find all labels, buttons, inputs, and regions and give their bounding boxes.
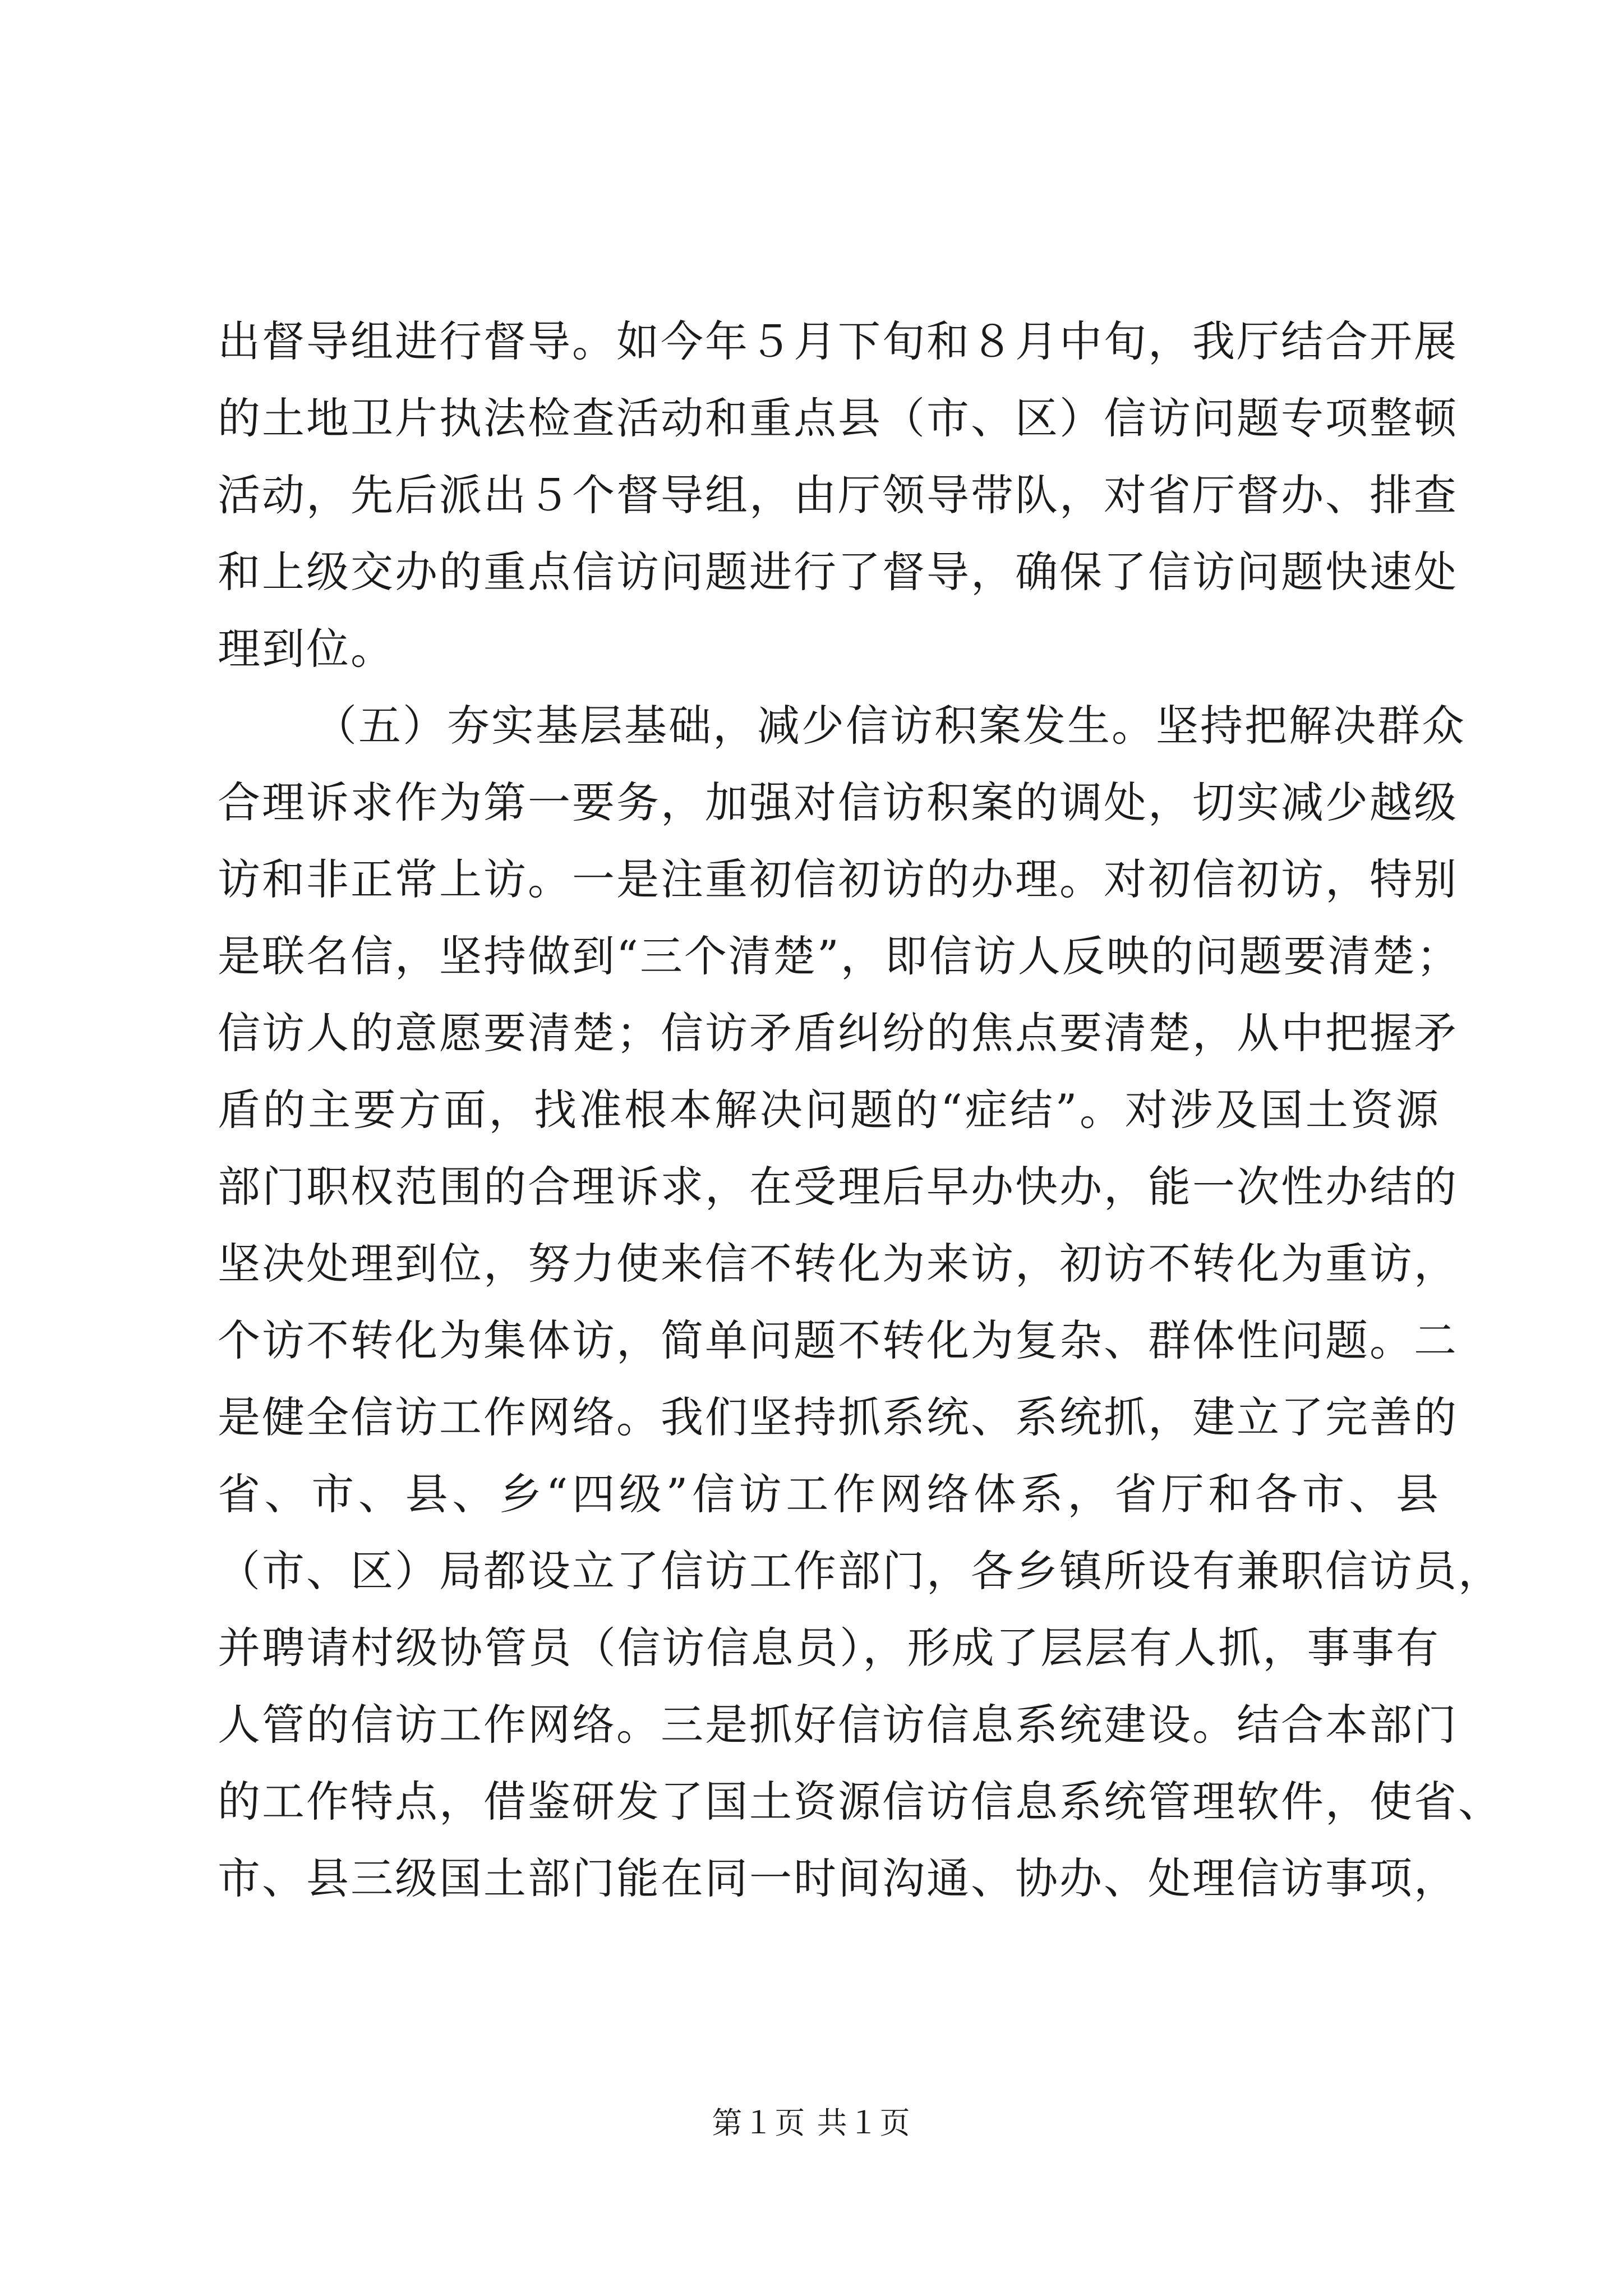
- text-line: 的土地卫片执法检查活动和重点县（市、区）信访问题专项整顿: [218, 393, 1458, 443]
- document-body: [218, 303, 1502, 1917]
- text-line: 省、市、县、乡“四级”信访工作网络体系，省厅和各市、县: [218, 1469, 1440, 1519]
- text-line: 是联名信，坚持做到“三个清楚”，即信访人反映的问题要清楚；: [218, 931, 1461, 981]
- text-line: 合理诉求作为第一要务，加强对信访积案的调处，切实减少越级: [218, 777, 1458, 827]
- text-line: 盾的主要方面，找准根本解决问题的“症结”。对涉及国土资源: [218, 1085, 1440, 1135]
- text-line: 访和非正常上访。一是注重初信初访的办理。对初信初访，特别: [218, 854, 1458, 904]
- text-line: 人管的信访工作网络。三是抓好信访信息系统建设。结合本部门: [218, 1700, 1458, 1750]
- paragraph-2: [218, 687, 1502, 1917]
- text-line: 市、县三级国土部门能在同一时间沟通、协办、处理信访事项，: [218, 1853, 1458, 1903]
- text-line: 坚决处理到位，努力使来信不转化为来访，初访不转化为重访，: [218, 1239, 1458, 1289]
- text-line: 的工作特点，借鉴研发了国土资源信访信息系统管理软件，使省、: [218, 1777, 1502, 1826]
- text-line: 和上级交办的重点信访问题进行了督导，确保了信访问题快速处: [218, 547, 1458, 597]
- text-line: （五）夯实基层基础，减少信访积案发生。坚持把解决群众: [314, 701, 1466, 751]
- text-line: 并聘请村级协管员（信访信息员），形成了层层有人抓，事事有: [218, 1623, 1440, 1673]
- text-line: 出督导组进行督导。如今年５月下旬和８月中旬，我厅结合开展: [218, 316, 1458, 366]
- text-line: （市、区）局都设立了信访工作部门，各乡镇所设有兼职信访员，: [218, 1546, 1502, 1596]
- page-number-footer: 第１页 共１页: [712, 2105, 911, 2141]
- text-line: 是健全信访工作网络。我们坚持抓系统、系统抓，建立了完善的: [218, 1392, 1458, 1442]
- paragraph-1: [218, 303, 1458, 687]
- text-line: 个访不转化为集体访，简单问题不转化为复杂、群体性问题。二: [218, 1315, 1458, 1365]
- text-line: 理到位。: [218, 624, 395, 674]
- text-line: 活动，先后派出５个督导组，由厅领导带队，对省厅督办、排查: [218, 470, 1458, 520]
- text-line: 信访人的意愿要清楚；信访矛盾纠纷的焦点要清楚，从中把握矛: [218, 1008, 1458, 1058]
- text-line: 部门职权范围的合理诉求，在受理后早办快办，能一次性办结的: [218, 1162, 1458, 1212]
